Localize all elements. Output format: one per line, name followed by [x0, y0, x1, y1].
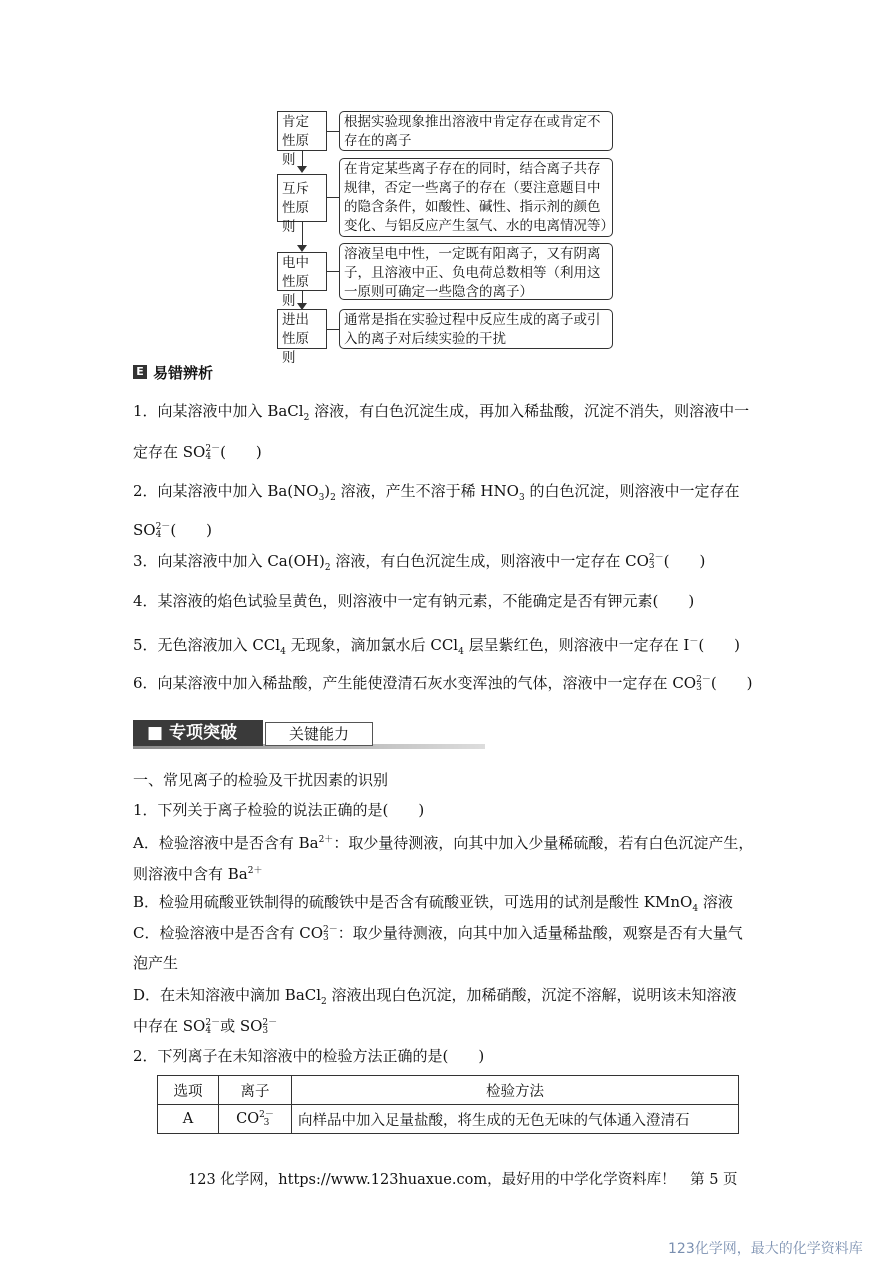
principle-label-2: 互斥性原则	[277, 174, 327, 222]
table-header-cell: 检验方法	[292, 1076, 739, 1105]
table-cell-option: A	[158, 1105, 219, 1134]
q1-option-a: A．检验溶液中是否含有 $Ba^{2+}$：取少量待测液，向其中加入少量稀硫酸，若有白色沉淀产生，	[133, 834, 754, 852]
table-header-cell: 离子	[219, 1076, 292, 1105]
watermark: 123化学网，最大的化学资料库	[668, 1241, 863, 1257]
q2-table	[157, 1075, 739, 1134]
part1-title: 一、常见离子的检验及干扰因素的识别	[133, 771, 389, 789]
principle-label-1: 肯定性原则	[277, 111, 327, 151]
yicuo-item-4: 4．某溶液的焰色试验呈黄色，则溶液中一定有钠元素，不能确定是否有钾元素( )	[133, 592, 695, 610]
yicuo-item-1: 1．向某溶液中加入 BaCl$_2$ 溶液，有白色沉淀生成，再加入稀盐酸，沉淀不消失，则溶液中一	[133, 402, 750, 423]
section-title: 易错辨析	[153, 364, 214, 382]
principle-desc-3: 溶液呈电中性，一定既有阳离子，又有阴离子，且溶液中正、负电荷总数相等（利用这一原则可确定一些隐含的离子）	[339, 243, 613, 300]
yicuo-item-2-line2: SO2－ 4 ( )	[133, 521, 213, 540]
banner-key-ability: 关键能力	[265, 722, 373, 746]
q2-stem: 2．下列离子在未知溶液中的检验方法正确的是( )	[133, 1047, 485, 1065]
yicuo-item-5: 5．无色溶液加入 CCl$_4$ 无现象，滴加氯水后 CCl$_4$ 层呈紫红色，则溶液中一定存在 I－( )	[133, 636, 741, 657]
section-e-icon: E	[133, 365, 147, 379]
q1-option-c: C．检验溶液中是否含有 CO2－ 3 ：取少量待测液，向其中加入适量稀盐酸，观察是否有大量气	[133, 924, 743, 943]
banner-special-breakthrough: ■ 专项突破	[133, 720, 263, 746]
principle-desc-4: 通常是指在实验过程中反应生成的离子或引入的离子对后续实验的干扰	[339, 309, 613, 349]
table-header-row	[158, 1076, 739, 1105]
q1-option-c-line2: 泡产生	[133, 954, 179, 972]
table-cell-method: 向样品中加入足量盐酸，将生成的无色无味的气体通入澄清石	[292, 1105, 739, 1134]
table-header-cell: 选项	[158, 1076, 219, 1105]
q1-option-a-line2: 则溶液中含有 $Ba^{2+}$	[133, 865, 263, 883]
yicuo-item-1-line2: 定存在 SO2－ 4 ( )	[133, 443, 262, 462]
yicuo-item-6: 6．向某溶液中加入稀盐酸，产生能使澄清石灰水变浑浊的气体，溶液中一定存在 CO2－ 3 ( )	[133, 674, 753, 693]
principle-label-3: 电中性原则	[277, 252, 327, 291]
yicuo-item-2: 2．向某溶液中加入 $Ba(NO_3)_2$ 溶液，产生不溶于稀 $HNO_3$ 的白色沉淀，则溶液中一定存在	[133, 482, 740, 503]
principle-desc-1: 根据实验现象推出溶液中肯定存在或肯定不存在的离子	[339, 111, 613, 151]
q1-option-b: B．检验用硫酸亚铁制得的硫酸铁中是否含有硫酸亚铁，可选用的试剂是酸性 KMnO$_4$ 溶液	[133, 893, 733, 914]
yicuo-item-3: 3．向某溶液中加入 $Ca(OH)_2$ 溶液，有白色沉淀生成，则溶液中一定存在 CO2－ 3 ( )	[133, 552, 706, 573]
principle-desc-2: 在肯定某些离子存在的同时，结合离子共存规律，否定一些离子的存在（要注意题目中的隐含条件，如酸性、碱性、指示剂的颜色变化、与铝反应产生氢气、水的电离情况等）	[339, 158, 613, 237]
table-row	[158, 1105, 739, 1134]
table-cell-ion: CO2－ 3	[219, 1105, 292, 1134]
page-footer: 123 化学网，https://www.123huaxue.com，最好用的中学化学资料库！ 第 5 页	[188, 1172, 738, 1188]
q1-stem: 1．下列关于离子检验的说法正确的是( )	[133, 801, 425, 819]
q1-option-d-line2: 中存在 SO2－ 4 或 SO2－ 3	[133, 1017, 278, 1036]
q1-option-d: D．在未知溶液中滴加 BaCl$_2$ 溶液出现白色沉淀，加稀硝酸，沉淀不溶解，说明该未知溶液	[133, 986, 737, 1007]
principle-label-4: 进出性原则	[277, 309, 327, 349]
